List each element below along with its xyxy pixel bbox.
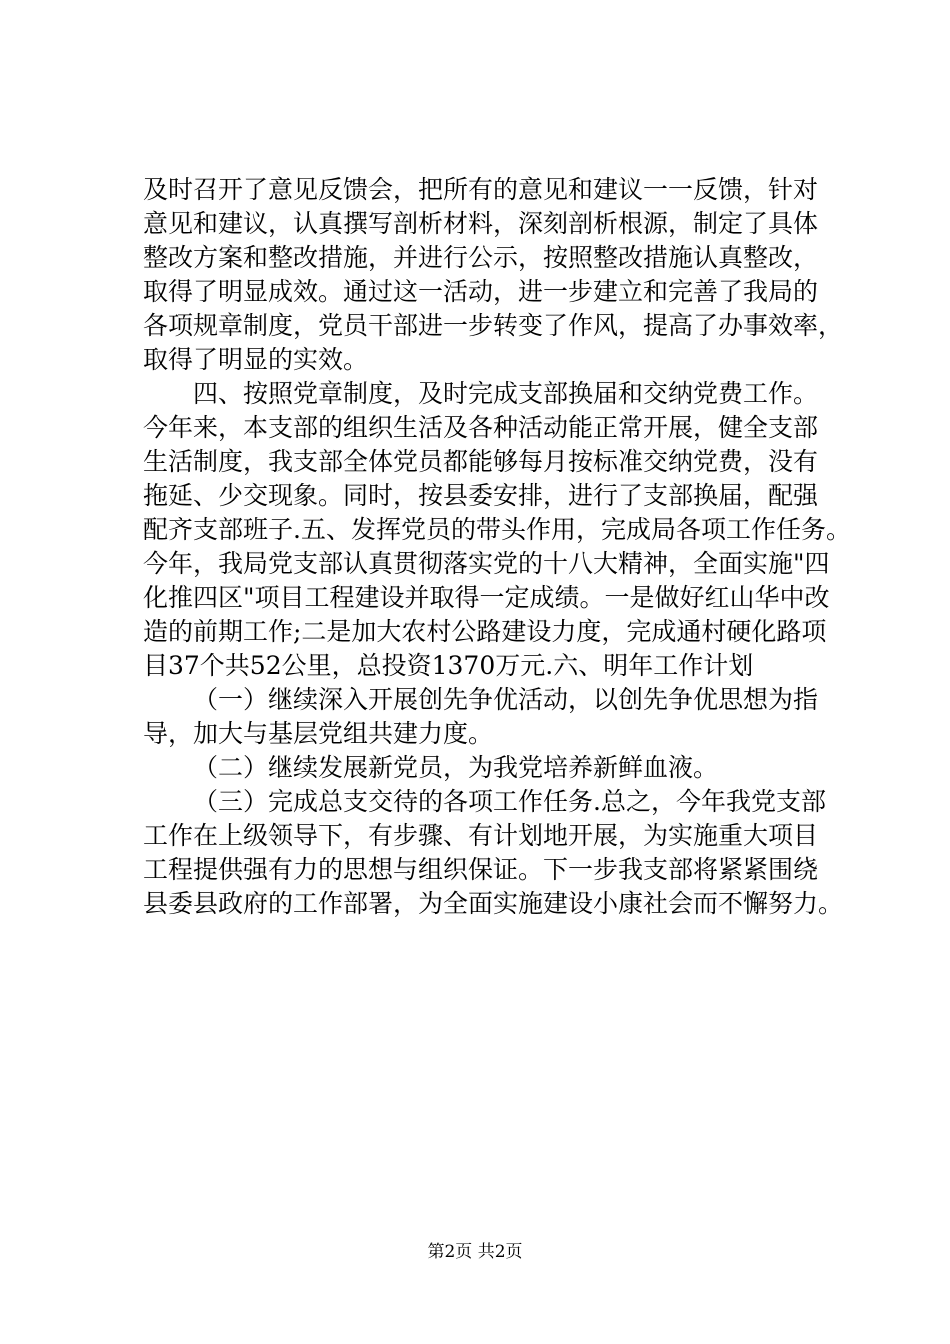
text-line: 意见和建议，认真撰写剖析材料，深刻剖析根源，制定了具体 (143, 209, 819, 238)
page-footer (0, 1241, 950, 1263)
text-line: 导，加大与基层党组共建力度。 (143, 719, 494, 748)
text-line: 生活制度，我支部全体党员都能够每月按标准交纳党费，没有 (143, 447, 819, 476)
text-line: 工作在上级领导下，有步骤、有计划地开展，为实施重大项目 (143, 821, 819, 850)
text-line: 拖延、少交现象。同时，按县委安排，进行了支部换届，配强 (143, 481, 819, 510)
text-line: 县委县政府的工作部署，为全面实施建设小康社会而不懈努力。 (143, 889, 844, 918)
text-line: 各项规章制度，党员干部进一步转变了作风，提高了办事效率， (143, 311, 844, 340)
text-line: 及时召开了意见反馈会，把所有的意见和建议一一反馈，针对 (143, 175, 819, 204)
text-line: 四、按照党章制度，及时完成支部换届和交纳党费工作。 (193, 379, 819, 408)
text-line: 工程提供强有力的思想与组织保证。下一步我支部将紧紧围绕 (143, 855, 819, 884)
text-line: 整改方案和整改措施，并进行公示，按照整改措施认真整改， (143, 243, 819, 272)
text-line: 取得了明显成效。通过这一活动，进一步建立和完善了我局的 (143, 277, 819, 306)
text-line: 今年来，本支部的组织生活及各种活动能正常开展，健全支部 (143, 413, 819, 442)
text-line: （三）完成总支交待的各项工作任务.总之，今年我党支部 (193, 787, 826, 816)
text-line: 今年，我局党支部认真贯彻落实党的十八大精神，全面实施"四 (143, 549, 830, 578)
text-line: 化推四区"项目工程建设并取得一定成绩。一是做好红山华中改 (143, 583, 830, 612)
text-line: 取得了明显的实效。 (143, 345, 369, 374)
text-line: 造的前期工作;二是加大农村公路建设力度，完成通村硬化路项 (143, 617, 827, 646)
text-line: 配齐支部班子.五、发挥党员的带头作用，完成局各项工作任务。 (143, 515, 851, 544)
text-line: （二）继续发展新党员，为我党培养新鲜血液。 (193, 753, 719, 782)
page-number-label: 第2页 共2页 (427, 1242, 523, 1262)
document-body (143, 173, 863, 921)
text-line: （一）继续深入开展创先争优活动，以创先争优思想为指 (193, 685, 819, 714)
text-line: 目37个共52公里，总投资1370万元.六、明年工作计划 (143, 651, 754, 680)
